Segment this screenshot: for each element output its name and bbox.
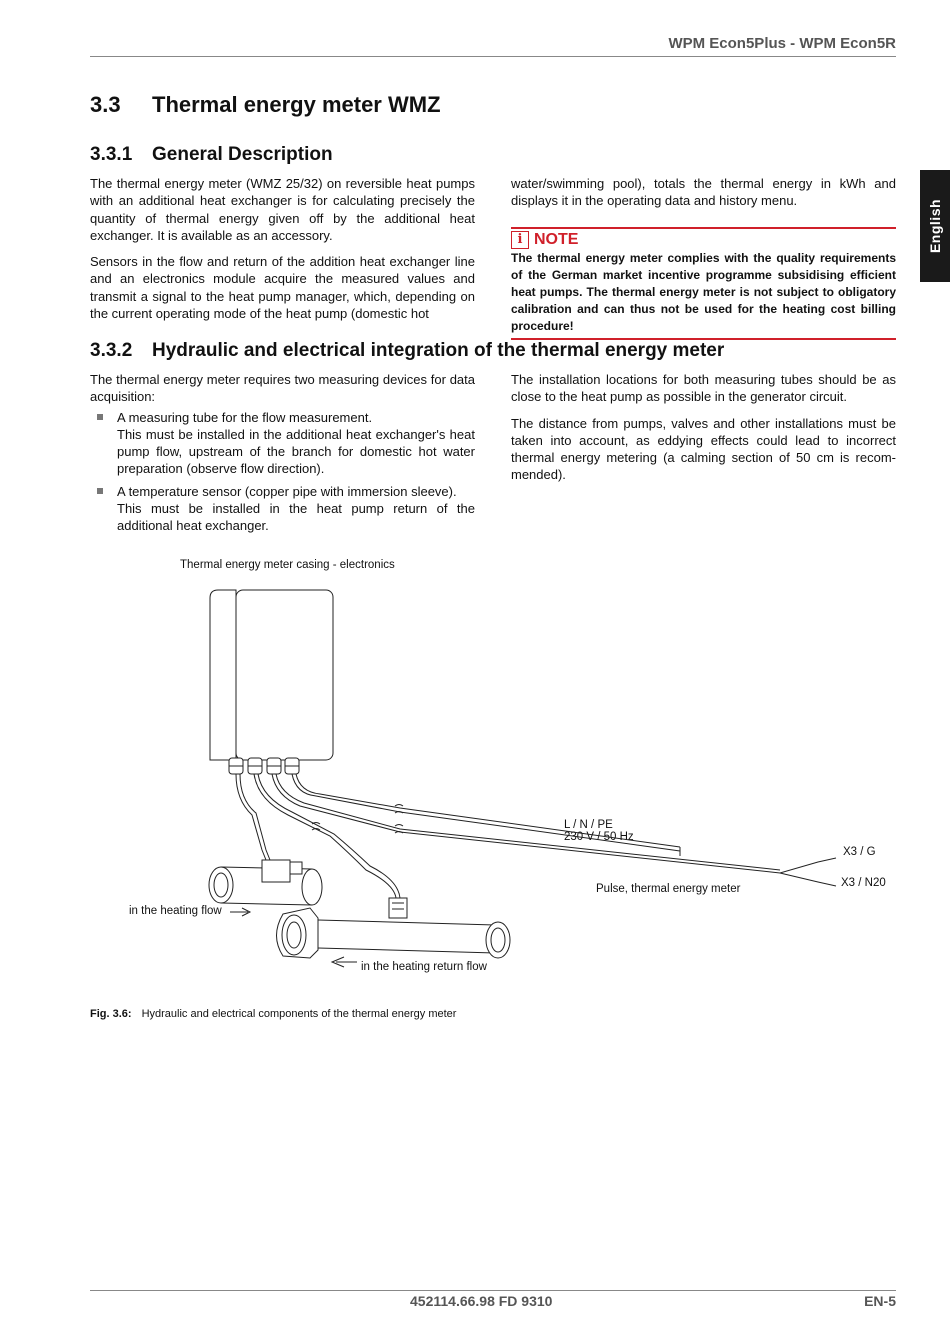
power-cable [292, 774, 680, 851]
label-pulse: Pulse, thermal energy meter [596, 883, 741, 895]
paragraph: The distance from pumps, valves and other installations must be taken into account, as eddying effects could lead to incorrect thermal energy metering (a calming section of 50 cm is recom-mended). [511, 415, 896, 483]
section-title: Thermal energy meter WMZ [152, 92, 441, 117]
label-x3-g: X3 / G [843, 846, 876, 858]
section-number: 3.3 [90, 92, 121, 117]
label-heating-flow: in the heating flow [129, 905, 222, 917]
label-power-line1: L / N / PE [564, 819, 613, 831]
note-text: The thermal energy meter complies with the quality requirements of the German market incentive programme subsidising efficient heat pumps. The thermal energy meter is not subject to obligatory calibration and can thus not be used for the heating cost billing procedure! [511, 251, 896, 333]
subsection-number: 3.3.2 [90, 340, 133, 361]
language-tab-label: English [927, 198, 943, 254]
temperature-sensor-icon [389, 898, 407, 918]
return-arrow-icon [332, 957, 357, 967]
paragraph: water/swimming pool), totals the thermal energy in kWh and displays it in the operating data and history menu. [511, 176, 896, 209]
flow-tube-icon [209, 860, 322, 905]
info-icon: i [511, 231, 529, 249]
footer-rule [90, 1290, 896, 1291]
paragraph: Sensors in the flow and return of the addition heat exchanger line and an electronics module acquire the measured values and transmit a signal to the heat pump manager, which, depending on the current operating mode of the heat pump (domestic hot [90, 254, 475, 322]
bullet-line: This must be installed in the heat pump return of the additional heat exchanger. [117, 501, 475, 534]
paragraph: The thermal energy meter (WMZ 25/32) on reversible heat pumps with an additional heat exchanger is for calculating precisely the quantity of thermal energy given off by the additional heat exchanger. It is available as an accessory. [90, 176, 475, 243]
paragraph: The thermal energy meter requires two measuring devices for data acquisition: [90, 372, 475, 405]
bullet-line: This must be installed in the additional heat exchanger's heat pump flow, upstream of the branch for domestic hot water preparation (observe flow direction). [117, 426, 475, 477]
bullet-line: A measuring tube for the flow measurement. [117, 409, 373, 425]
caption-number: Fig. 3.6: [90, 1008, 132, 1020]
pulse-cable [272, 774, 836, 873]
label-heating-return: in the heating return flow [361, 961, 487, 973]
label-x3-n20: X3 / N20 [841, 877, 886, 889]
figure-caption [90, 1008, 456, 1020]
paragraph: The installation locations for both measuring tubes should be as close to the heat pump as possible in the generator circuit. [511, 372, 896, 405]
bullet-line: A temperature sensor (copper pipe with immersion sleeve). [117, 483, 457, 499]
flow-arrow-icon [230, 908, 250, 916]
page-number: EN-5 [864, 1293, 896, 1309]
subsection-number: 3.3.1 [90, 144, 133, 165]
note-label: NOTE [534, 231, 579, 248]
running-header: WPM Econ5Plus - WPM Econ5R [668, 35, 896, 52]
meter-casing-icon [210, 590, 333, 760]
document-code: 452114.66.98 FD 9310 [410, 1293, 553, 1309]
subsection-title: Hydraulic and electrical integration of the thermal energy meter [152, 340, 725, 361]
subsection-title: General Description [152, 144, 333, 165]
caption-text: Hydraulic and electrical components of the thermal energy meter [141, 1008, 457, 1020]
label-casing: Thermal energy meter casing - electronics [180, 559, 395, 571]
label-power-line2: 230 V / 50 Hz [564, 831, 634, 843]
